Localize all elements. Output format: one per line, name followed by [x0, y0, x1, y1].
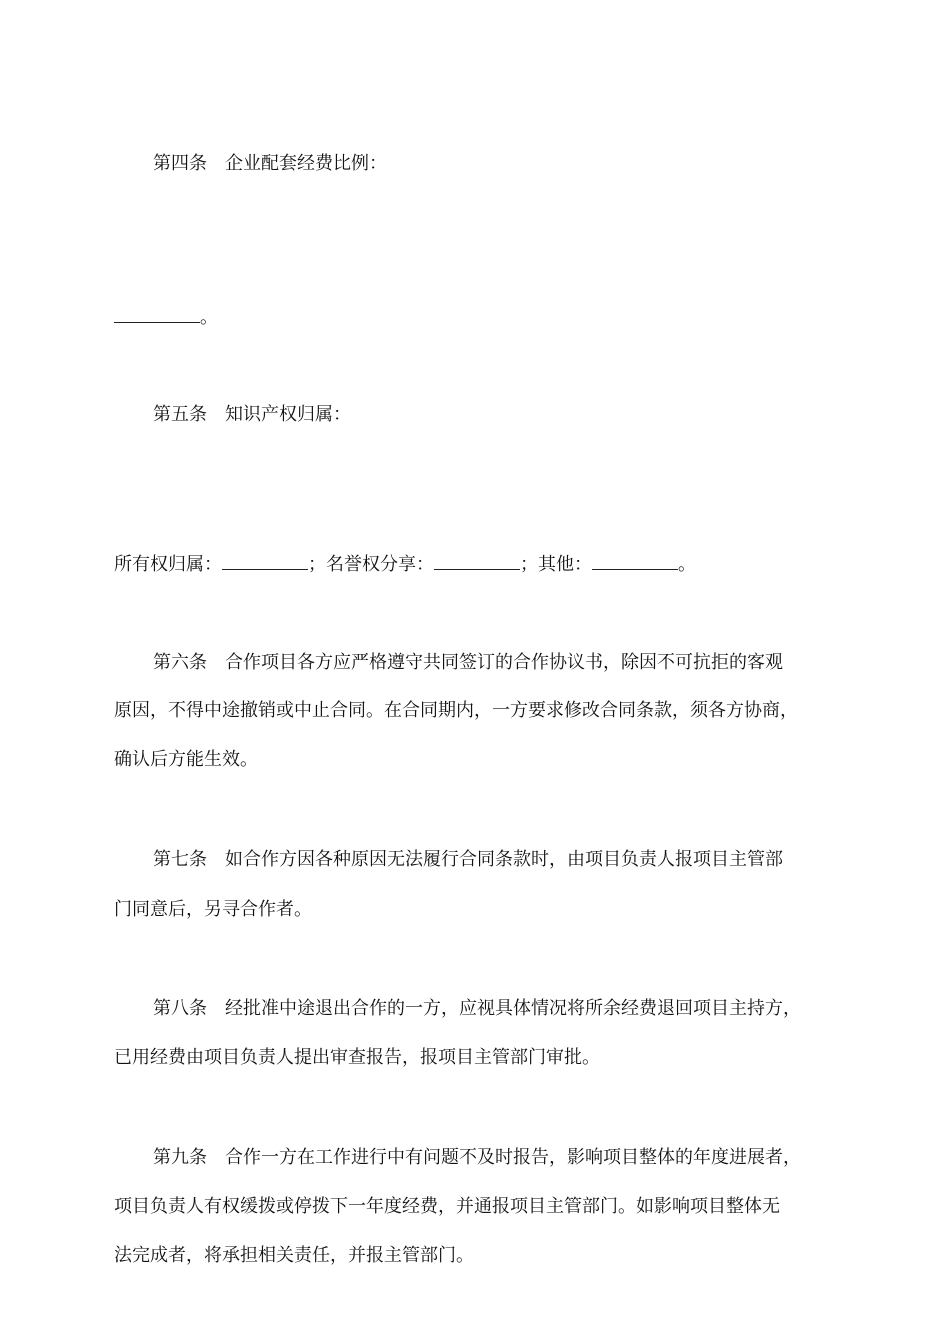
- article5-ownership-line: [114, 551, 696, 577]
- honor-blank: [434, 551, 520, 570]
- article4-title: 第四条 企业配套经费比例：: [153, 153, 387, 174]
- article9-line1: 第九条 合作一方在工作进行中有问题不及时报告，影响项目整体的年度进展者，: [153, 1147, 801, 1168]
- article9-line2: 项目负责人有权缓拨或停拨下一年度经费，并通报项目主管部门。如影响项目整体无: [114, 1196, 780, 1217]
- article7-line2: 门同意后，另寻合作者。: [114, 899, 312, 920]
- article8-line1: 第八条 经批准中途退出合作的一方，应视具体情况将所余经费退回项目主持方，: [153, 998, 801, 1019]
- separator: ；: [520, 554, 538, 575]
- article6-line2: 原因，不得中途撤销或中止合同。在合同期内，一方要求修改合同条款，须各方协商，: [114, 700, 798, 721]
- honor-label: 名誉权分享：: [326, 554, 434, 575]
- article8-line2: 已用经费由项目负责人提出审查报告，报项目主管部门审批。: [114, 1047, 600, 1068]
- other-label: 其他：: [538, 554, 592, 575]
- article5-title: 第五条 知识产权归属：: [153, 404, 351, 425]
- other-blank: [592, 551, 678, 570]
- article4-fill-line: [114, 304, 218, 330]
- ownership-blank: [222, 551, 308, 570]
- article7-line1: 第七条 如合作方因各种原因无法履行合同条款时，由项目负责人报项目主管部: [153, 849, 783, 870]
- article6-line1: 第六条 合作项目各方应严格遵守共同签订的合作协议书，除因不可抗拒的客观: [153, 652, 783, 673]
- separator: ；: [308, 554, 326, 575]
- ratio-blank: [114, 304, 200, 323]
- ownership-label: 所有权归属：: [114, 554, 222, 575]
- end-mark: 。: [678, 554, 696, 575]
- article6-line3: 确认后方能生效。: [114, 749, 258, 770]
- article4-fill-suffix: 。: [200, 307, 218, 328]
- article9-line3: 法完成者，将承担相关责任，并报主管部门。: [114, 1245, 474, 1266]
